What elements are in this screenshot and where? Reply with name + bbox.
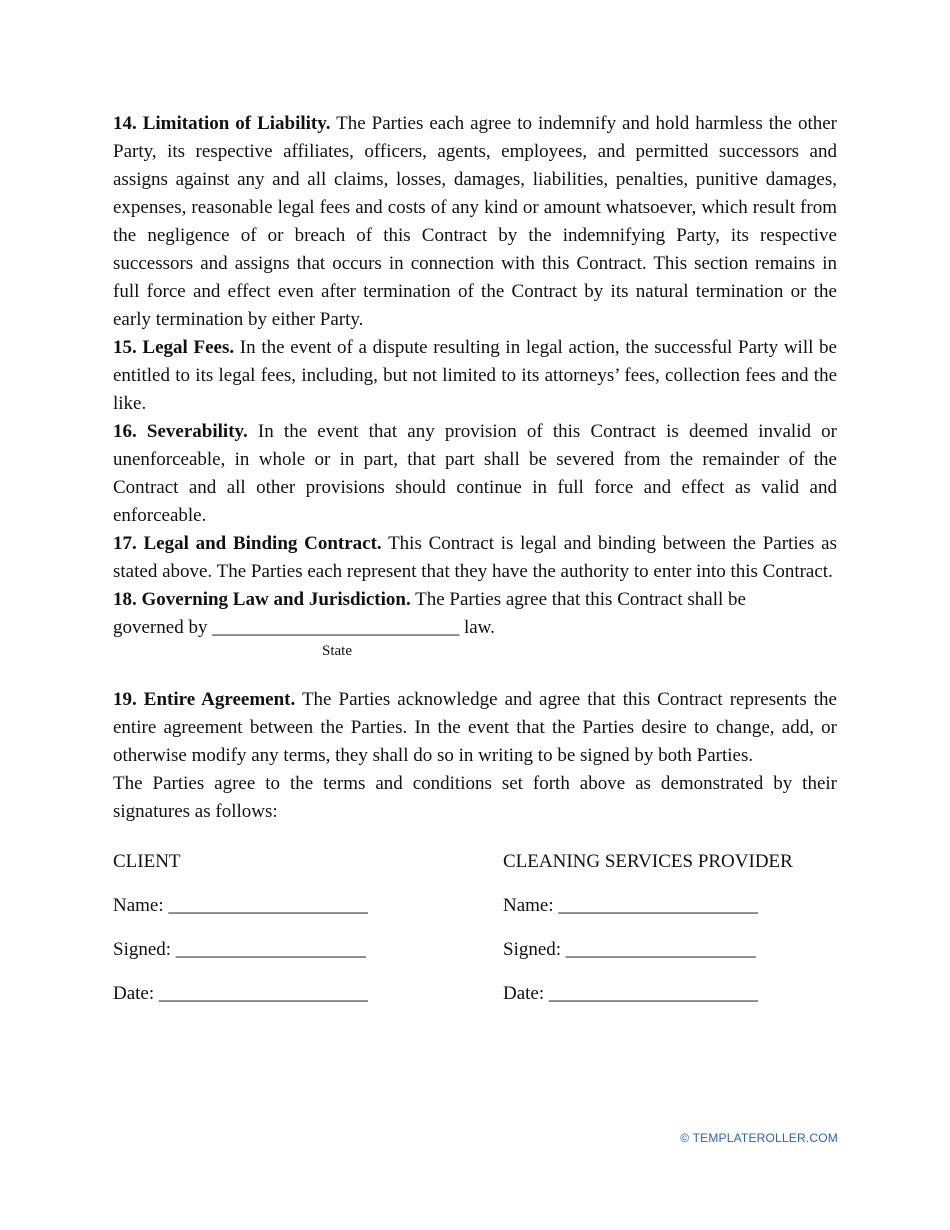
client-signed-field[interactable]: Signed: ____________________	[113, 939, 366, 960]
section-body: This Contract is legal and binding between the Parties as stated above. The Parties each represent that they have the authority to enter into this Contract.	[113, 533, 837, 582]
provider-title: CLEANING SERVICES PROVIDER	[503, 851, 793, 872]
section-body: The Parties acknowledge and agree that this Contract represents the entire agreement between the Parties. In the event that the Parties desire to change, add, or otherwise modify any terms, they shall do so in writing to be signed by both Parties.	[113, 689, 837, 766]
document-page	[113, 110, 837, 1018]
section-18	[113, 586, 837, 614]
closing-statement: The Parties agree to the terms and conditions set forth above as demonstrated by their signatures as follows:	[113, 773, 837, 822]
section-19	[113, 686, 837, 770]
section-17	[113, 530, 837, 586]
governing-law-line	[113, 614, 837, 642]
client-title: CLIENT	[113, 851, 181, 872]
governing-prefix: governed by	[113, 617, 213, 638]
section-heading: 14. Limitation of Liability.	[113, 113, 331, 134]
section-16	[113, 418, 837, 530]
footer-brand-link[interactable]: TEMPLATEROLLER.COM	[692, 1131, 838, 1145]
client-signature-column	[113, 848, 368, 1024]
provider-name-field[interactable]: Name: _____________________	[503, 895, 758, 916]
section-15	[113, 334, 837, 418]
section-heading: 18. Governing Law and Jurisdiction.	[113, 589, 411, 610]
section-heading: 15. Legal Fees.	[113, 337, 235, 358]
footer-credit[interactable]	[680, 1131, 838, 1145]
governing-suffix: law.	[459, 617, 495, 638]
state-caption: State	[322, 643, 352, 659]
section-heading: 19. Entire Agreement.	[113, 689, 296, 710]
provider-date-field[interactable]: Date: ______________________	[503, 983, 758, 1004]
section-body: In the event of a dispute resulting in legal action, the successful Party will be entitled to its legal fees, including, but not limited to its attorneys’ fees, collection fees and the like.	[113, 337, 837, 414]
client-name-field[interactable]: Name: _____________________	[113, 895, 368, 916]
section-heading: 17. Legal and Binding Contract.	[113, 533, 382, 554]
section-heading: 16. Severability.	[113, 421, 248, 442]
provider-signed-field[interactable]: Signed: ____________________	[503, 939, 756, 960]
state-blank-field[interactable]: __________________________	[212, 617, 460, 638]
section-body: The Parties agree that this Contract shall be	[410, 589, 746, 610]
section-14	[113, 110, 837, 334]
client-date-field[interactable]: Date: ______________________	[113, 983, 368, 1004]
copyright-icon: ©	[680, 1131, 690, 1145]
signature-block	[113, 848, 837, 1018]
provider-signature-column	[503, 848, 793, 1024]
section-body: The Parties each agree to indemnify and hold harmless the other Party, its respective affiliates, officers, agents, employees, and permitted successors and assigns against any and all claims, losses, damages, liabilities, penalties, punitive damages, expenses, reasonable legal fees and costs of any kind or amount whatsoever, which result from the negligence of or breach of this Contract by the indemnifying Party, its respective successors and assigns that occurs in connection with this Contract. This section remains in full force and effect even after termination of the Contract by its natural termination or the early termination by either Party.	[113, 113, 837, 330]
section-body: In the event that any provision of this Contract is deemed invalid or unenforceable, in whole or in part, that part shall be severed from the remainder of the Contract and all other provisions should continue in full force and effect as valid and enforceable.	[113, 421, 837, 526]
